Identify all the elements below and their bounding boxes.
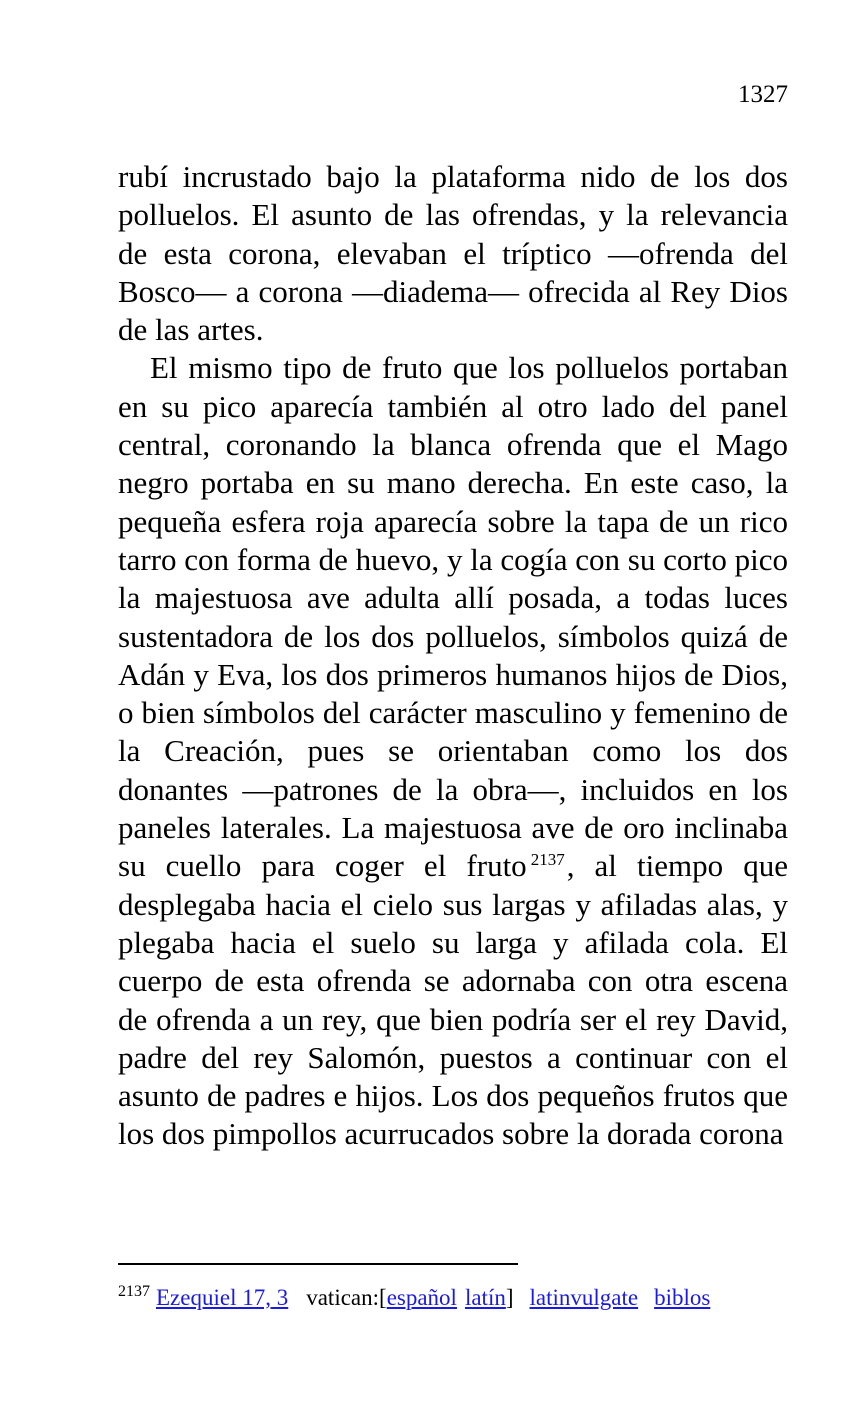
footnote-reference: 2137 [530,850,565,870]
paragraph-2 [118,349,788,1153]
body-text [118,158,788,1154]
latin-link[interactable]: latín [464,1285,506,1310]
footnote-divider [118,1263,518,1265]
footnote-number: 2137 [118,1283,150,1300]
vatican-label: vatican:[ [306,1285,387,1310]
paragraph-2-part-1: El mismo tipo de fruto que los polluelos portaban en su pico aparecía también al otro lado del panel central, coronando la blanca ofrenda que el Mago negro portaba en su mano derecha. En este caso, la pequeña esfera roja aparecía sobre la tapa de un rico tarro con forma de huevo, y la cogía con su corto pico la majestuosa ave adulta allí posada, a todas luces sustentadora de los dos polluelos, símbolos quizá de Adán y Eva, los dos primeros humanos hijos de Dios, o bien símbolos del carácter masculino y femenino de la Creación, pues se orientaban como los dos donantes —patrones de la obra—, incluidos en los paneles laterales. La majestuosa ave de oro inclinaba su cuello para coger el fruto [118,350,788,884]
latinvulgate-link[interactable]: latinvulgate [529,1285,639,1310]
footnote [118,1283,818,1313]
page-number: 1327 [738,81,788,108]
paragraph-2-part-2: , al tiempo que desplegaba hacia el cielo sus largas y afiladas alas, y plegaba hacia el suelo su larga y afilada cola. El cuerpo de esta ofrenda se adornaba con otra escena de ofrenda a un rey, que bien podría ser el rey David, padre del rey Salomón, puestos a continuar con el asunto de padres e hijos. Los dos pequeños frutos que los dos pimpollos acurrucados sobre la dorada corona [118,848,789,1152]
espanol-link[interactable]: español [386,1285,457,1310]
paragraph-1: rubí incrustado bajo la plataforma nido de los dos polluelos. El asunto de las ofrendas, y la relevancia de esta corona, elevaban el tríptico —ofrenda del Bosco— a corona —diadema— ofrecida al Rey Dios de las artes. [118,159,788,348]
ezequiel-reference-link[interactable]: Ezequiel 17, 3 [156,1285,289,1310]
close-bracket: ] [505,1285,514,1310]
biblos-link[interactable]: biblos [654,1285,711,1310]
